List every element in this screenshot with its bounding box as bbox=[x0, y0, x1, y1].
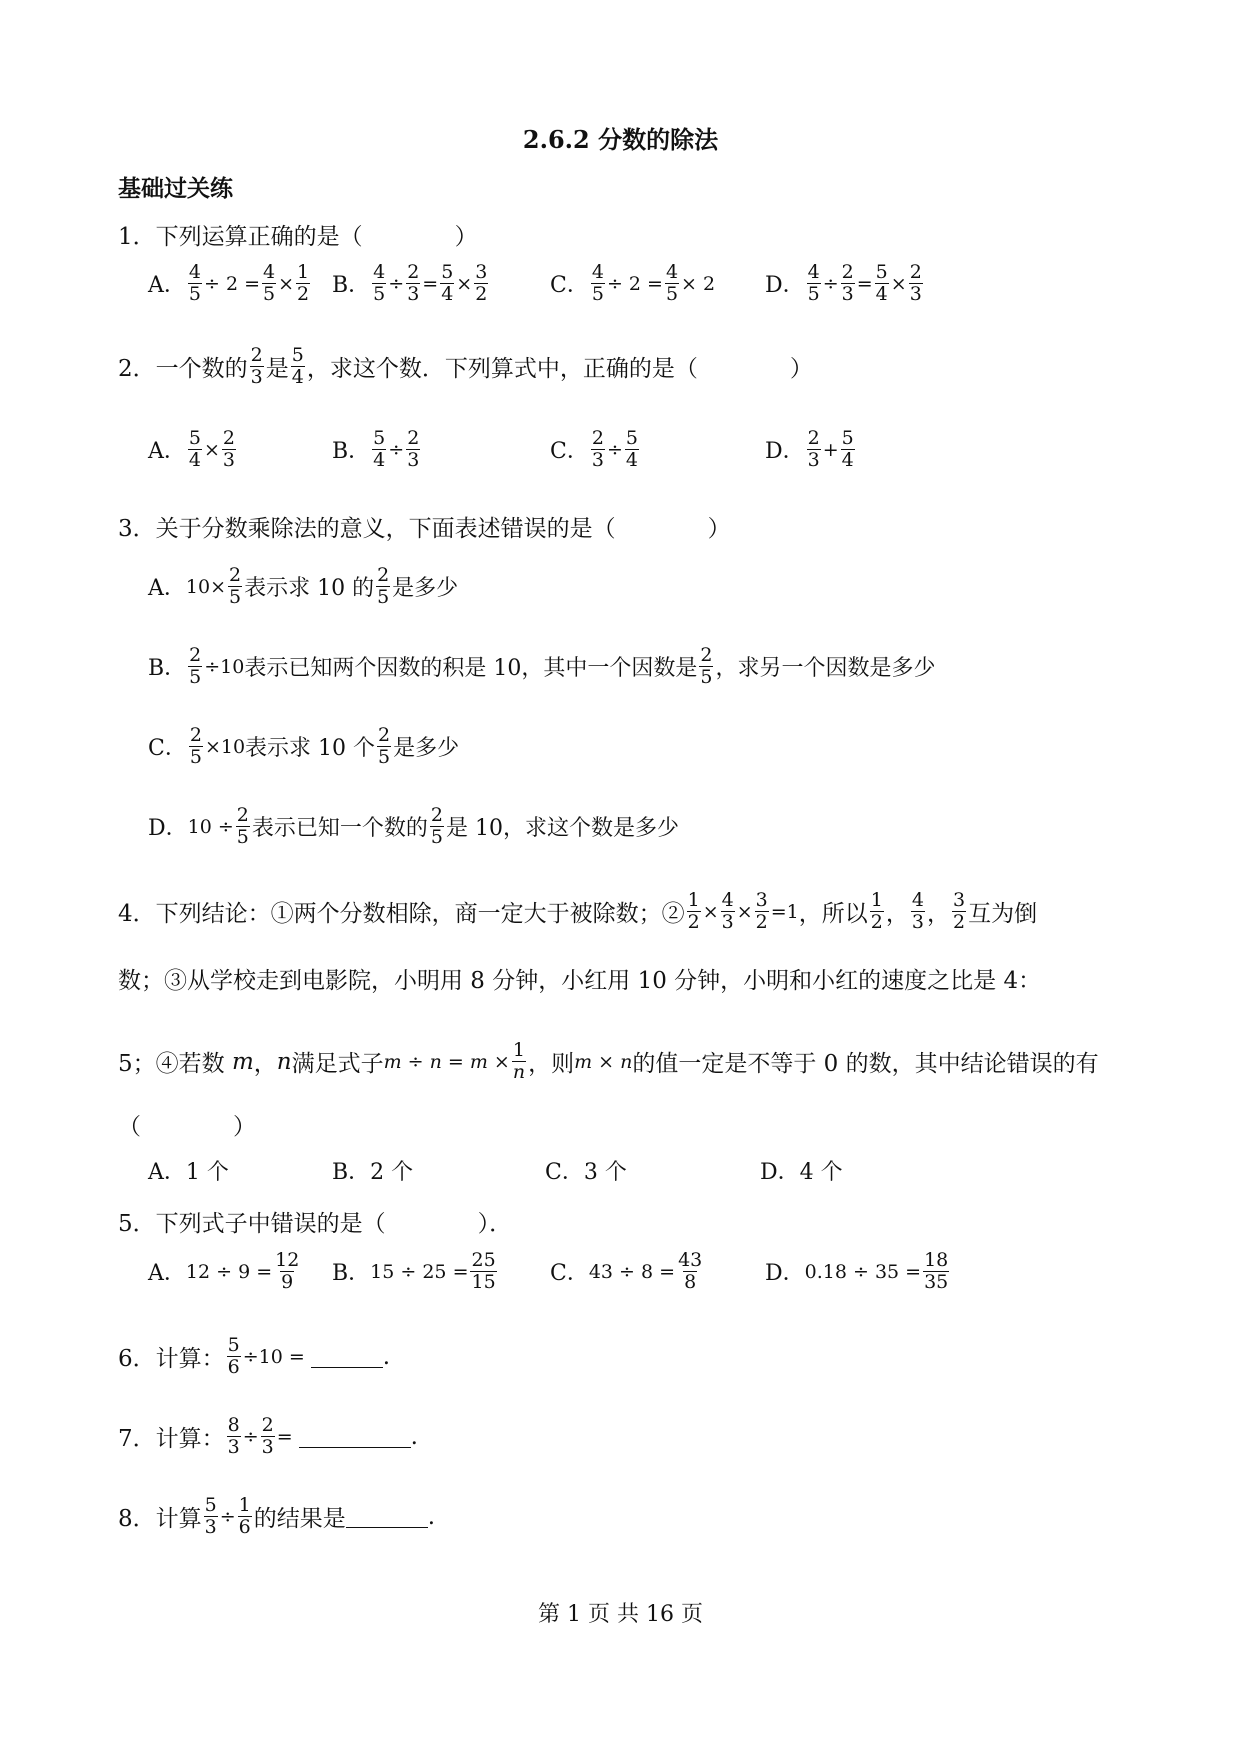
page-footer: 第 1 页 共 16 页 bbox=[538, 1602, 703, 1627]
question-1-stem: 1．下列运算正确的是（ ） bbox=[118, 224, 478, 250]
question-4-line-2: 数；③从学校走到电影院，小明用 8 分钟，小红用 10 分钟，小明和小红的速度之比是 4： bbox=[118, 968, 1042, 994]
question-8: 8．计算 $\frac{5}{3}$ ÷ $\frac{1}{6}$ 的结果是 . bbox=[118, 1494, 436, 1538]
question-4-option-a[interactable]: A．1 个 bbox=[148, 1160, 229, 1185]
question-3-option-a[interactable]: A． 10× $\frac{2}{5}$ 表示求 10 的 2 5 是多少 bbox=[148, 564, 459, 608]
question-4-line-1: 4．下列结论：①两个分数相除，商一定大于被除数；② $\frac{1}{2}$ × $\frac{4}{3}$ × $\frac{3}{2}$ =1 ，所以 1 2 ， 4 3 ， 3 2 互为倒 bbox=[118, 889, 1038, 933]
answer-blank[interactable] bbox=[346, 1505, 428, 1528]
question-1-option-d[interactable]: D． $\frac{4}{5}$ ÷ $\frac{2}{3}$ = $\frac{5}{4}$ × $\frac{2}{3}$ bbox=[765, 261, 922, 305]
page-title: 2.6.2 分数的除法 bbox=[522, 125, 719, 154]
question-5-stem: 5．下列式子中错误的是（ ）． bbox=[118, 1211, 513, 1237]
question-4-option-c[interactable]: C．3 个 bbox=[545, 1160, 627, 1185]
question-2-option-b[interactable]: B． $\frac{5}{4}$ ÷ $\frac{2}{3}$ bbox=[332, 427, 420, 471]
question-3-stem: 3．关于分数乘除法的意义，下面表述错误的是（ ） bbox=[118, 516, 731, 542]
question-7: 7．计算： $\frac{8}{3}$ ÷ $\frac{2}{3}$ = . bbox=[118, 1414, 418, 1458]
question-6: 6．计算： $\frac{5}{6}$ ÷10 = . bbox=[118, 1334, 391, 1378]
question-4-line-3: 5；④若数 m ， n 满足式子 m ÷ n = m × $\frac{1}{n}$ ，则 m × n 的值一定是不等于 0 的数，其中结论错误的有 bbox=[118, 1039, 1099, 1083]
question-5-option-c[interactable]: C． 43 ÷ 8 = $\frac{43}{8}$ bbox=[550, 1249, 703, 1293]
question-1-option-c[interactable]: C． $\frac{4}{5}$ ÷ 2 = $\frac{4}{5}$ × 2 bbox=[550, 261, 716, 305]
question-3-option-d[interactable]: D． 10 ÷ $\frac{2}{5}$ 表示已知一个数的 2 5 是 10，求这个数是多少 bbox=[148, 804, 679, 848]
question-5-option-d[interactable]: D． 0.18 ÷ 35 = $\frac{18}{35}$ bbox=[765, 1249, 949, 1293]
question-3-option-b[interactable]: B． $\frac{2}{5}$ ÷10 表示已知两个因数的积是 10，其中一个因数是 2 5 ，求另一个因数是多少 bbox=[148, 644, 936, 688]
question-2-option-a[interactable]: A． $\frac{5}{4}$ × $\frac{2}{3}$ bbox=[148, 427, 235, 471]
question-4-option-d[interactable]: D．4 个 bbox=[760, 1160, 843, 1185]
question-5-option-b[interactable]: B． 15 ÷ 25 = $\frac{25}{15}$ bbox=[332, 1249, 496, 1293]
section-heading: 基础过关练 bbox=[118, 175, 233, 202]
question-5-option-a[interactable]: A． 12 ÷ 9 = $\frac{12}{9}$ bbox=[148, 1249, 300, 1293]
question-1-option-a[interactable]: A． $\frac{4}{5}$ ÷ 2 = $\frac{4}{5}$ × $\frac{1}{2}$ bbox=[148, 261, 310, 305]
question-2-stem: 2．一个数的 2 3 是 5 4 ，求这个数．下列算式中，正确的是（ ） bbox=[118, 344, 813, 388]
question-3-option-c[interactable]: C． $\frac{2}{5}$ ×10 表示求 10 个 2 5 是多少 bbox=[148, 724, 460, 768]
answer-blank[interactable] bbox=[311, 1345, 383, 1368]
question-2-option-d[interactable]: D． 2 3 + $\frac{5}{4}$ bbox=[765, 427, 854, 471]
answer-blank[interactable] bbox=[299, 1425, 411, 1448]
question-2-option-c[interactable]: C． $\frac{2}{3}$ ÷ $\frac{5}{4}$ bbox=[550, 427, 638, 471]
question-1-option-b[interactable]: B． $\frac{4}{5}$ ÷ $\frac{2}{3}$ = $\frac{5}{4}$ × $\frac{3}{2}$ bbox=[332, 261, 488, 305]
question-4-answer-bracket: （ ） bbox=[118, 1114, 256, 1140]
question-4-option-b[interactable]: B．2 个 bbox=[332, 1160, 414, 1185]
